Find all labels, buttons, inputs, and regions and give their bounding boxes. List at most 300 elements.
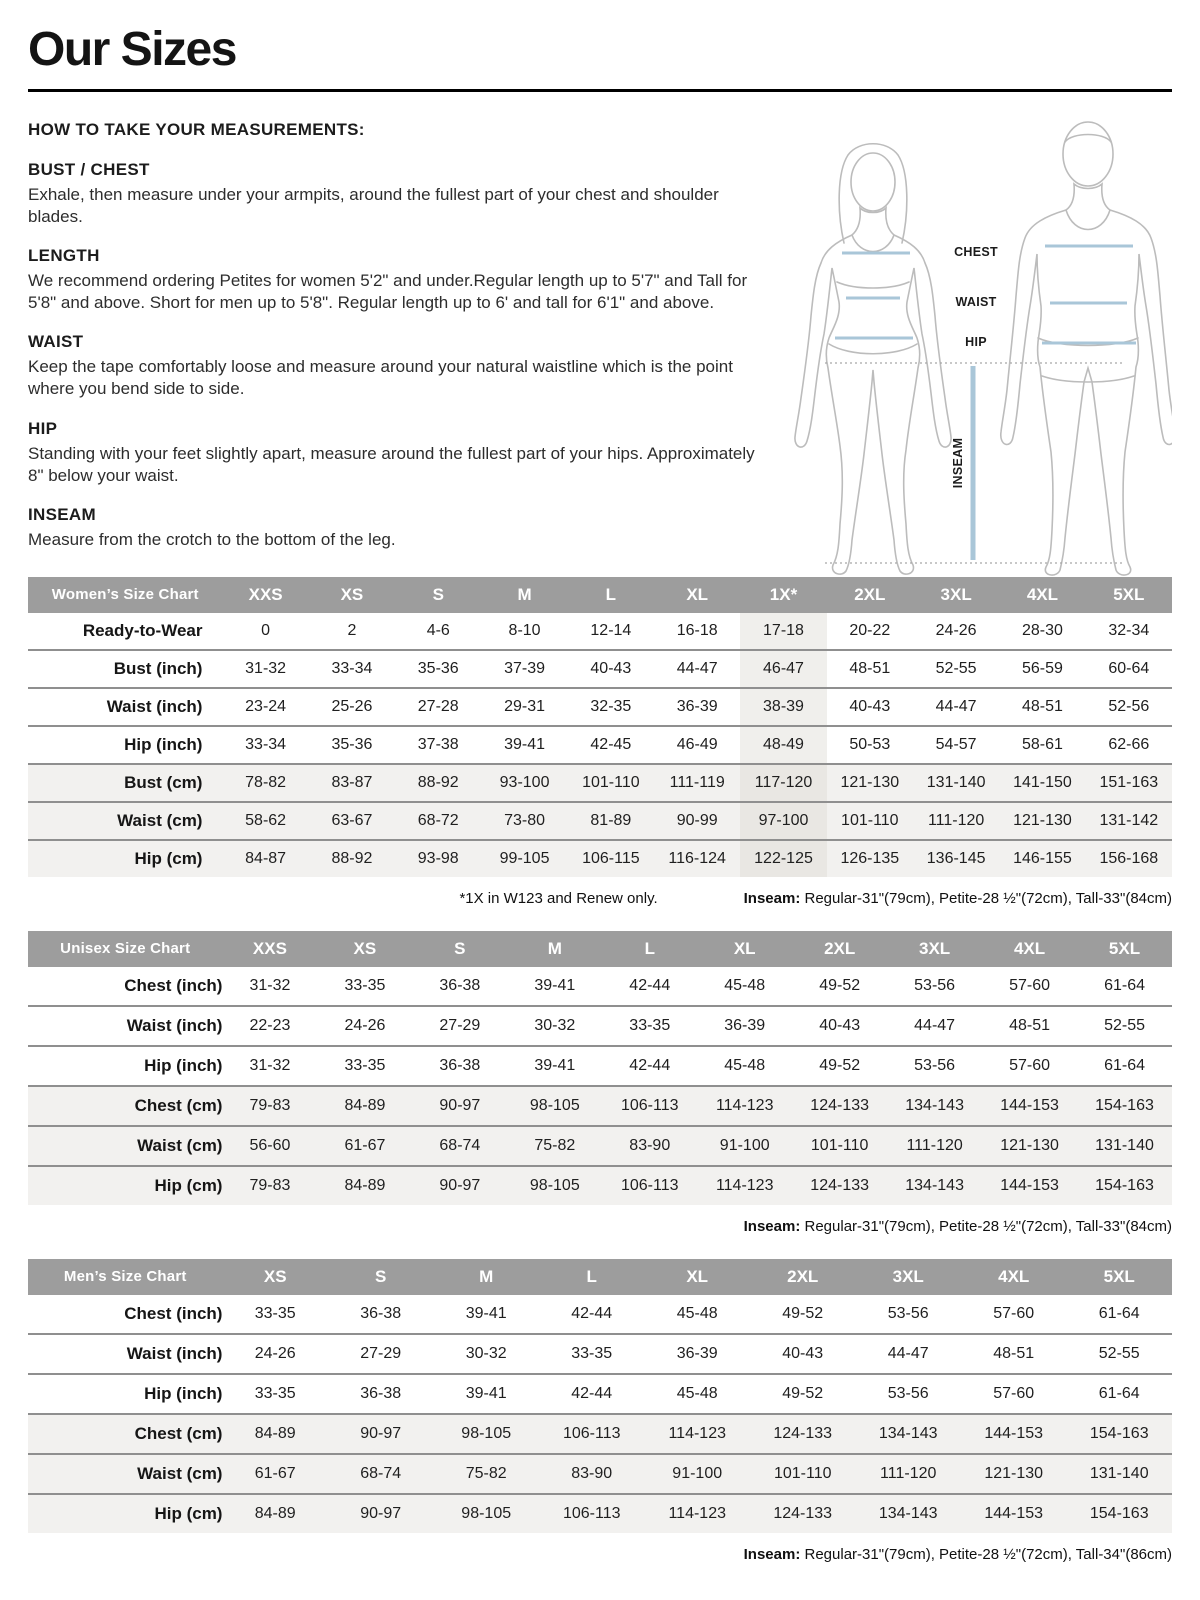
inseam-note-label: Inseam:	[743, 1217, 801, 1235]
size-cell: 99-105	[481, 840, 567, 877]
row-label: Waist (cm)	[28, 802, 222, 840]
row-label: Bust (inch)	[28, 650, 222, 688]
size-cell: 30-32	[433, 1334, 539, 1374]
size-cell: 49-52	[750, 1374, 856, 1414]
size-cell: 52-56	[1086, 688, 1172, 726]
size-cell: 12-14	[568, 613, 654, 650]
waist-label: WAIST	[955, 295, 997, 309]
instruction-section-inseam	[28, 505, 770, 551]
row-label: Ready-to-Wear	[28, 613, 222, 650]
size-column-header: XS	[309, 577, 395, 613]
inseam-note-label: Inseam:	[743, 889, 801, 907]
size-cell: 36-39	[654, 688, 740, 726]
unisex-footnote	[28, 1218, 1172, 1235]
section-body: We recommend ordering Petites for women 5'2" and under.Regular length up to 5'7" and Tall for 5'8" and above. Short for men up to 5'8". Regular length up to 6' and tall for 6'1" and above.	[28, 271, 748, 313]
size-cell: 131-140	[1066, 1454, 1172, 1494]
one-x-note: *1X in W123 and Renew only.	[459, 889, 658, 907]
size-cell: 37-39	[481, 650, 567, 688]
size-cell: 36-39	[644, 1334, 750, 1374]
size-cell: 36-38	[412, 1046, 507, 1086]
instruction-section-length	[28, 246, 770, 314]
size-column-header: 2XL	[792, 931, 887, 967]
size-cell: 28-30	[999, 613, 1085, 650]
size-cell: 98-105	[507, 1086, 602, 1126]
size-cell: 58-61	[999, 726, 1085, 764]
size-cell: 20-22	[827, 613, 913, 650]
size-cell: 45-48	[697, 967, 792, 1006]
size-cell: 31-32	[222, 650, 308, 688]
table-row	[28, 650, 1172, 688]
table-title: Unisex Size Chart	[28, 931, 222, 967]
body-measurement-diagram	[780, 110, 1172, 592]
size-cell: 84-89	[317, 1166, 412, 1205]
size-cell: 79-83	[222, 1166, 317, 1205]
table-row	[28, 613, 1172, 650]
size-cell: 111-120	[887, 1126, 982, 1166]
size-cell: 40-43	[792, 1006, 887, 1046]
size-cell: 126-135	[827, 840, 913, 877]
inseam-note	[744, 1218, 1172, 1235]
size-cell: 134-143	[887, 1166, 982, 1205]
size-cell: 116-124	[654, 840, 740, 877]
title-divider	[28, 89, 1172, 92]
size-cell: 48-51	[827, 650, 913, 688]
size-cell: 91-100	[644, 1454, 750, 1494]
size-cell: 61-67	[222, 1454, 328, 1494]
size-cell: 88-92	[395, 764, 481, 802]
size-cell: 23-24	[222, 688, 308, 726]
inseam-note-text: Regular-31"(79cm), Petite-28 ½"(72cm), Tall-33"(84cm)	[800, 1217, 1172, 1235]
size-cell: 78-82	[222, 764, 308, 802]
size-cell: 101-110	[792, 1126, 887, 1166]
size-cell: 124-133	[792, 1166, 887, 1205]
table-title: Women’s Size Chart	[28, 577, 222, 613]
size-cell: 114-123	[644, 1494, 750, 1533]
size-cell: 52-55	[1066, 1334, 1172, 1374]
size-cell: 154-163	[1066, 1414, 1172, 1454]
size-cell: 52-55	[913, 650, 999, 688]
size-cell: 44-47	[855, 1334, 961, 1374]
size-cell: 24-26	[222, 1334, 328, 1374]
size-column-header: S	[395, 577, 481, 613]
size-cell: 42-44	[539, 1374, 645, 1414]
table-row	[28, 1334, 1172, 1374]
size-cell: 44-47	[654, 650, 740, 688]
size-cell: 83-90	[602, 1126, 697, 1166]
size-cell: 83-87	[309, 764, 395, 802]
size-cell: 75-82	[507, 1126, 602, 1166]
size-column-header: 4XL	[961, 1259, 1067, 1295]
mens-size-chart	[28, 1259, 1172, 1533]
size-cell: 45-48	[644, 1374, 750, 1414]
size-cell: 45-48	[697, 1046, 792, 1086]
size-cell: 68-74	[412, 1126, 507, 1166]
size-cell: 57-60	[982, 1046, 1077, 1086]
size-column-header: XS	[222, 1259, 328, 1295]
size-cell: 68-72	[395, 802, 481, 840]
size-cell: 45-48	[644, 1295, 750, 1334]
size-cell: 61-64	[1066, 1295, 1172, 1334]
size-cell: 61-64	[1066, 1374, 1172, 1414]
size-cell: 33-35	[317, 1046, 412, 1086]
size-cell: 68-74	[328, 1454, 434, 1494]
size-cell: 90-97	[412, 1166, 507, 1205]
size-cell: 141-150	[999, 764, 1085, 802]
size-cell: 36-39	[697, 1006, 792, 1046]
size-cell: 121-130	[999, 802, 1085, 840]
size-cell: 54-57	[913, 726, 999, 764]
inseam-note-text: Regular-31"(79cm), Petite-28 ½"(72cm), Tall-33"(84cm)	[800, 889, 1172, 907]
size-column-header: L	[539, 1259, 645, 1295]
size-cell: 84-89	[222, 1494, 328, 1533]
womens-footnote	[28, 890, 1172, 907]
size-cell: 56-59	[999, 650, 1085, 688]
inseam-note	[744, 890, 1172, 907]
size-cell: 90-97	[412, 1086, 507, 1126]
size-cell: 98-105	[433, 1494, 539, 1533]
size-cell: 106-113	[539, 1494, 645, 1533]
size-cell: 40-43	[827, 688, 913, 726]
size-column-header: 1X*	[740, 577, 826, 613]
size-cell: 42-45	[568, 726, 654, 764]
size-cell: 79-83	[222, 1086, 317, 1126]
size-cell: 91-100	[697, 1126, 792, 1166]
size-cell: 57-60	[982, 967, 1077, 1006]
size-cell: 27-29	[328, 1334, 434, 1374]
size-cell: 35-36	[309, 726, 395, 764]
row-label: Hip (inch)	[28, 726, 222, 764]
size-cell: 4-6	[395, 613, 481, 650]
size-cell: 101-110	[827, 802, 913, 840]
womens-size-chart	[28, 577, 1172, 877]
size-cell: 58-62	[222, 802, 308, 840]
size-column-header: 5XL	[1086, 577, 1172, 613]
mens-footnote	[28, 1546, 1172, 1563]
row-label: Waist (inch)	[28, 1006, 222, 1046]
size-column-header: XL	[644, 1259, 750, 1295]
section-title: LENGTH	[28, 246, 100, 266]
size-column-header: 4XL	[999, 577, 1085, 613]
size-cell: 61-64	[1077, 1046, 1172, 1086]
size-cell: 32-34	[1086, 613, 1172, 650]
size-cell: 90-97	[328, 1414, 434, 1454]
size-column-header: XXS	[222, 931, 317, 967]
row-label: Waist (inch)	[28, 1334, 222, 1374]
table-row	[28, 1006, 1172, 1046]
size-cell: 114-123	[697, 1166, 792, 1205]
size-column-header: L	[602, 931, 697, 967]
row-label: Hip (inch)	[28, 1046, 222, 1086]
size-cell: 144-153	[982, 1086, 1077, 1126]
size-cell: 53-56	[855, 1374, 961, 1414]
size-cell: 111-119	[654, 764, 740, 802]
size-cell: 27-28	[395, 688, 481, 726]
inseam-label: INSEAM	[951, 437, 965, 489]
size-cell: 39-41	[433, 1374, 539, 1414]
man-figure	[1001, 122, 1172, 575]
size-cell: 117-120	[740, 764, 826, 802]
size-cell: 121-130	[982, 1126, 1077, 1166]
size-cell: 39-41	[507, 967, 602, 1006]
size-cell: 40-43	[750, 1334, 856, 1374]
size-cell: 134-143	[887, 1086, 982, 1126]
size-cell: 42-44	[602, 1046, 697, 1086]
size-cell: 48-51	[961, 1334, 1067, 1374]
size-column-header: L	[568, 577, 654, 613]
inseam-note	[744, 1546, 1172, 1563]
size-cell: 48-49	[740, 726, 826, 764]
size-cell: 48-51	[999, 688, 1085, 726]
table-row	[28, 1126, 1172, 1166]
size-cell: 33-34	[222, 726, 308, 764]
size-cell: 30-32	[507, 1006, 602, 1046]
unisex-size-chart	[28, 931, 1172, 1205]
table-title: Men’s Size Chart	[28, 1259, 222, 1295]
size-cell: 124-133	[792, 1086, 887, 1126]
size-column-header: XXS	[222, 577, 308, 613]
size-cell: 144-153	[961, 1494, 1067, 1533]
size-cell: 93-98	[395, 840, 481, 877]
table-row	[28, 1454, 1172, 1494]
size-cell: 36-38	[328, 1374, 434, 1414]
size-cell: 90-97	[328, 1494, 434, 1533]
size-cell: 36-38	[412, 967, 507, 1006]
size-cell: 33-34	[309, 650, 395, 688]
size-cell: 24-26	[913, 613, 999, 650]
table-row	[28, 1166, 1172, 1205]
section-title: BUST / CHEST	[28, 160, 150, 179]
size-cell: 36-38	[328, 1295, 434, 1334]
size-cell: 154-163	[1066, 1494, 1172, 1533]
size-cell: 61-67	[317, 1126, 412, 1166]
row-label: Chest (cm)	[28, 1414, 222, 1454]
size-cell: 84-89	[317, 1086, 412, 1126]
section-body: Measure from the crotch to the bottom of the leg.	[28, 529, 396, 549]
table-row	[28, 840, 1172, 877]
size-column-header: M	[507, 931, 602, 967]
size-cell: 146-155	[999, 840, 1085, 877]
size-cell: 84-89	[222, 1414, 328, 1454]
inseam-note-label: Inseam:	[743, 1545, 801, 1563]
size-cell: 81-89	[568, 802, 654, 840]
size-cell: 134-143	[855, 1414, 961, 1454]
size-column-header: XL	[697, 931, 792, 967]
chest-label: CHEST	[954, 245, 998, 259]
table-row	[28, 726, 1172, 764]
size-cell: 42-44	[602, 967, 697, 1006]
size-cell: 33-35	[222, 1374, 328, 1414]
size-cell: 39-41	[507, 1046, 602, 1086]
size-cell: 144-153	[961, 1414, 1067, 1454]
size-column-header: XL	[654, 577, 740, 613]
row-label: Hip (cm)	[28, 1166, 222, 1205]
size-cell: 52-55	[1077, 1006, 1172, 1046]
size-cell: 93-100	[481, 764, 567, 802]
row-label: Bust (cm)	[28, 764, 222, 802]
size-cell: 24-26	[317, 1006, 412, 1046]
size-cell: 44-47	[887, 1006, 982, 1046]
size-cell: 29-31	[481, 688, 567, 726]
size-cell: 60-64	[1086, 650, 1172, 688]
size-cell: 57-60	[961, 1295, 1067, 1334]
size-column-header: M	[433, 1259, 539, 1295]
size-cell: 121-130	[961, 1454, 1067, 1494]
section-title: WAIST	[28, 332, 84, 352]
table-row	[28, 967, 1172, 1006]
size-cell: 131-140	[1077, 1126, 1172, 1166]
size-cell: 2	[309, 613, 395, 650]
size-cell: 121-130	[827, 764, 913, 802]
size-cell: 101-110	[568, 764, 654, 802]
size-cell: 97-100	[740, 802, 826, 840]
size-cell: 49-52	[792, 1046, 887, 1086]
size-cell: 111-120	[913, 802, 999, 840]
size-cell: 90-99	[654, 802, 740, 840]
table-row	[28, 1086, 1172, 1126]
size-cell: 33-35	[602, 1006, 697, 1046]
size-cell: 53-56	[855, 1295, 961, 1334]
size-cell: 156-168	[1086, 840, 1172, 877]
size-cell: 61-64	[1077, 967, 1172, 1006]
size-cell: 106-113	[602, 1166, 697, 1205]
size-cell: 98-105	[507, 1166, 602, 1205]
size-column-header: XS	[317, 931, 412, 967]
size-cell: 56-60	[222, 1126, 317, 1166]
size-cell: 27-29	[412, 1006, 507, 1046]
inseam-note-text: Regular-31"(79cm), Petite-28 ½"(72cm), Tall-34"(86cm)	[800, 1545, 1172, 1563]
row-label: Chest (inch)	[28, 967, 222, 1006]
table-row	[28, 1046, 1172, 1086]
size-column-header: 3XL	[855, 1259, 961, 1295]
size-cell: 48-51	[982, 1006, 1077, 1046]
section-body: Keep the tape comfortably loose and measure around your natural waistline which is the point where you bend side to side.	[28, 357, 733, 399]
size-column-header: 3XL	[887, 931, 982, 967]
table-row	[28, 1295, 1172, 1334]
size-cell: 31-32	[222, 967, 317, 1006]
size-column-header: S	[412, 931, 507, 967]
size-column-header: 5XL	[1066, 1259, 1172, 1295]
size-cell: 63-67	[309, 802, 395, 840]
measurement-instructions	[28, 120, 770, 551]
section-body: Standing with your feet slightly apart, measure around the fullest part of your hips. Approximately 8" below your waist.	[28, 443, 755, 485]
size-cell: 106-113	[602, 1086, 697, 1126]
row-label: Waist (cm)	[28, 1126, 222, 1166]
size-cell: 75-82	[433, 1454, 539, 1494]
size-cell: 31-32	[222, 1046, 317, 1086]
size-cell: 22-23	[222, 1006, 317, 1046]
size-cell: 16-18	[654, 613, 740, 650]
size-cell: 33-35	[539, 1334, 645, 1374]
instruction-section-bust-chest	[28, 160, 770, 228]
size-column-header: 2XL	[750, 1259, 856, 1295]
size-cell: 33-35	[222, 1295, 328, 1334]
figures-illustration	[780, 110, 1172, 592]
row-label: Waist (cm)	[28, 1454, 222, 1494]
size-cell: 38-39	[740, 688, 826, 726]
size-column-header: 2XL	[827, 577, 913, 613]
size-column-header: 5XL	[1077, 931, 1172, 967]
size-cell: 98-105	[433, 1414, 539, 1454]
size-cell: 106-115	[568, 840, 654, 877]
size-cell: 111-120	[855, 1454, 961, 1494]
size-cell: 37-38	[395, 726, 481, 764]
size-cell: 154-163	[1077, 1086, 1172, 1126]
row-label: Chest (inch)	[28, 1295, 222, 1334]
size-cell: 144-153	[982, 1166, 1077, 1205]
size-cell: 84-87	[222, 840, 308, 877]
size-cell: 50-53	[827, 726, 913, 764]
size-cell: 131-142	[1086, 802, 1172, 840]
woman-figure	[795, 144, 951, 574]
size-column-header: M	[481, 577, 567, 613]
size-cell: 124-133	[750, 1414, 856, 1454]
section-title: HIP	[28, 418, 58, 438]
instruction-section-waist	[28, 332, 770, 400]
size-cell: 57-60	[961, 1374, 1067, 1414]
size-cell: 62-66	[1086, 726, 1172, 764]
size-cell: 83-90	[539, 1454, 645, 1494]
size-cell: 106-113	[539, 1414, 645, 1454]
size-cell: 101-110	[750, 1454, 856, 1494]
table-row	[28, 1374, 1172, 1414]
size-cell: 53-56	[887, 1046, 982, 1086]
table-row	[28, 1494, 1172, 1533]
size-cell: 35-36	[395, 650, 481, 688]
size-cell: 39-41	[481, 726, 567, 764]
table-row	[28, 764, 1172, 802]
section-body: Exhale, then measure under your armpits, around the fullest part of your chest and shoulder blades.	[28, 185, 719, 227]
size-cell: 53-56	[887, 967, 982, 1006]
size-cell: 40-43	[568, 650, 654, 688]
section-title: INSEAM	[28, 504, 96, 524]
size-cell: 73-80	[481, 802, 567, 840]
size-column-header: 4XL	[982, 931, 1077, 967]
size-cell: 32-35	[568, 688, 654, 726]
size-cell: 8-10	[481, 613, 567, 650]
table-row	[28, 802, 1172, 840]
page-title: Our Sizes	[28, 23, 236, 76]
size-cell: 114-123	[644, 1414, 750, 1454]
size-column-header: 3XL	[913, 577, 999, 613]
size-cell: 49-52	[792, 967, 887, 1006]
size-cell: 151-163	[1086, 764, 1172, 802]
row-label: Hip (cm)	[28, 1494, 222, 1533]
size-cell: 122-125	[740, 840, 826, 877]
size-cell: 49-52	[750, 1295, 856, 1334]
size-cell: 44-47	[913, 688, 999, 726]
hip-label: HIP	[965, 335, 987, 349]
size-cell: 17-18	[740, 613, 826, 650]
size-cell: 25-26	[309, 688, 395, 726]
size-cell: 154-163	[1077, 1166, 1172, 1205]
row-label: Hip (cm)	[28, 840, 222, 877]
size-cell: 46-47	[740, 650, 826, 688]
size-cell: 39-41	[433, 1295, 539, 1334]
table-row	[28, 1414, 1172, 1454]
instruction-section-hip	[28, 419, 770, 487]
size-cell: 46-49	[654, 726, 740, 764]
row-label: Chest (cm)	[28, 1086, 222, 1126]
size-cell: 33-35	[317, 967, 412, 1006]
size-cell: 0	[222, 613, 308, 650]
row-label: Hip (inch)	[28, 1374, 222, 1414]
size-cell: 114-123	[697, 1086, 792, 1126]
size-cell: 134-143	[855, 1494, 961, 1533]
size-cell: 136-145	[913, 840, 999, 877]
size-cell: 88-92	[309, 840, 395, 877]
size-cell: 124-133	[750, 1494, 856, 1533]
size-cell: 42-44	[539, 1295, 645, 1334]
